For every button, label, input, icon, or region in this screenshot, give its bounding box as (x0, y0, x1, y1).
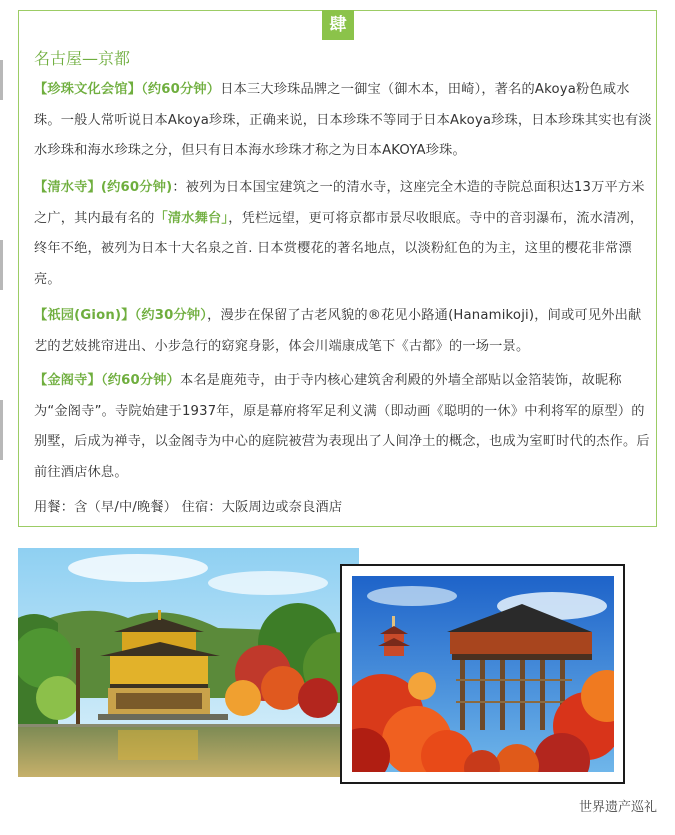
left-edge-mark (0, 240, 3, 290)
kiyomizu-text-1: ：被列为日本国宝建筑之一的清水寺，这座完全木造的寺院总面积达13万平方米之广，其内最有名的 (34, 180, 645, 226)
kiyomizu-heading: 【清水寺】(约60分钟) (34, 180, 173, 195)
kiyomizu-photo (352, 576, 614, 772)
kiyomizu-stage-highlight: 「清水舞台」 (154, 210, 229, 226)
kiyomizu-paragraph (34, 173, 654, 295)
left-edge-mark (0, 400, 3, 460)
gion-paragraph (34, 301, 654, 362)
day-badge: 肆 (322, 10, 354, 40)
kinkakuji-photo (18, 548, 359, 777)
meal-lodging-line: 用餐：含（早/中/晚餐） 住宿：大阪周边或奈良酒店 (34, 500, 343, 515)
kinkakuji-text: 本名是鹿苑寺，由于寺内核心建筑舍利殿的外墙全部贴以金箔装饰，故昵称为“金阁寺”。寺院始建于1937年，原是幕府将军足利义满（即动画《聪明的一休》中利将军的原型）的别墅，后成为禅寺，以金阁寺为中心的庭院被营为表现出了人间净土的概念，也成为室町时代的杰作。后前往酒店休息。 (34, 373, 650, 480)
left-edge-mark (0, 60, 3, 100)
pearl-museum-paragraph (34, 75, 654, 167)
pearl-museum-text: 日本三大珍珠品牌之一御宝（御木本，田崎），著名的Akoya粉色咸水珠。一般人常听说日本Akoya珍珠，正确来说，日本珍珠不等同于日本Akoya珍珠，日本珍珠其实也有淡水珍珠和海水珍珠之分，但只有日本海水珍珠才称之为日本AKOYA珍珠。 (34, 82, 652, 158)
kiyomizu-text-2: ，凭栏远望，更可将京都市景尽收眼底。寺中的音羽瀑布，流水清冽，终年不绝，被列为日本十大名泉之首. 日本赏樱花的著名地点，以淡粉紅色的为主，这里的樱花非常漂亮。 (34, 210, 644, 287)
route-title: 名古屋—京都 (34, 49, 131, 68)
kinkakuji-heading: 【金阁寺】（约60分钟） (34, 373, 181, 388)
kinkakuji-paragraph (34, 366, 654, 488)
gion-text: ，漫步在保留了古老风貌的®花见小路通(Hanamikoji)，间或可见外出献艺的艺妓挑帘进出、小步急行的窈窕身影，体会川端康成笔下《古都》的一场一景。 (34, 308, 642, 354)
pearl-museum-heading: 【珍珠文化会馆】（约60分钟） (34, 82, 221, 97)
photo-caption: 世界遗产巡礼 (578, 800, 657, 815)
gion-heading: 【祇园(Gion)】（约30分钟） (34, 308, 208, 323)
